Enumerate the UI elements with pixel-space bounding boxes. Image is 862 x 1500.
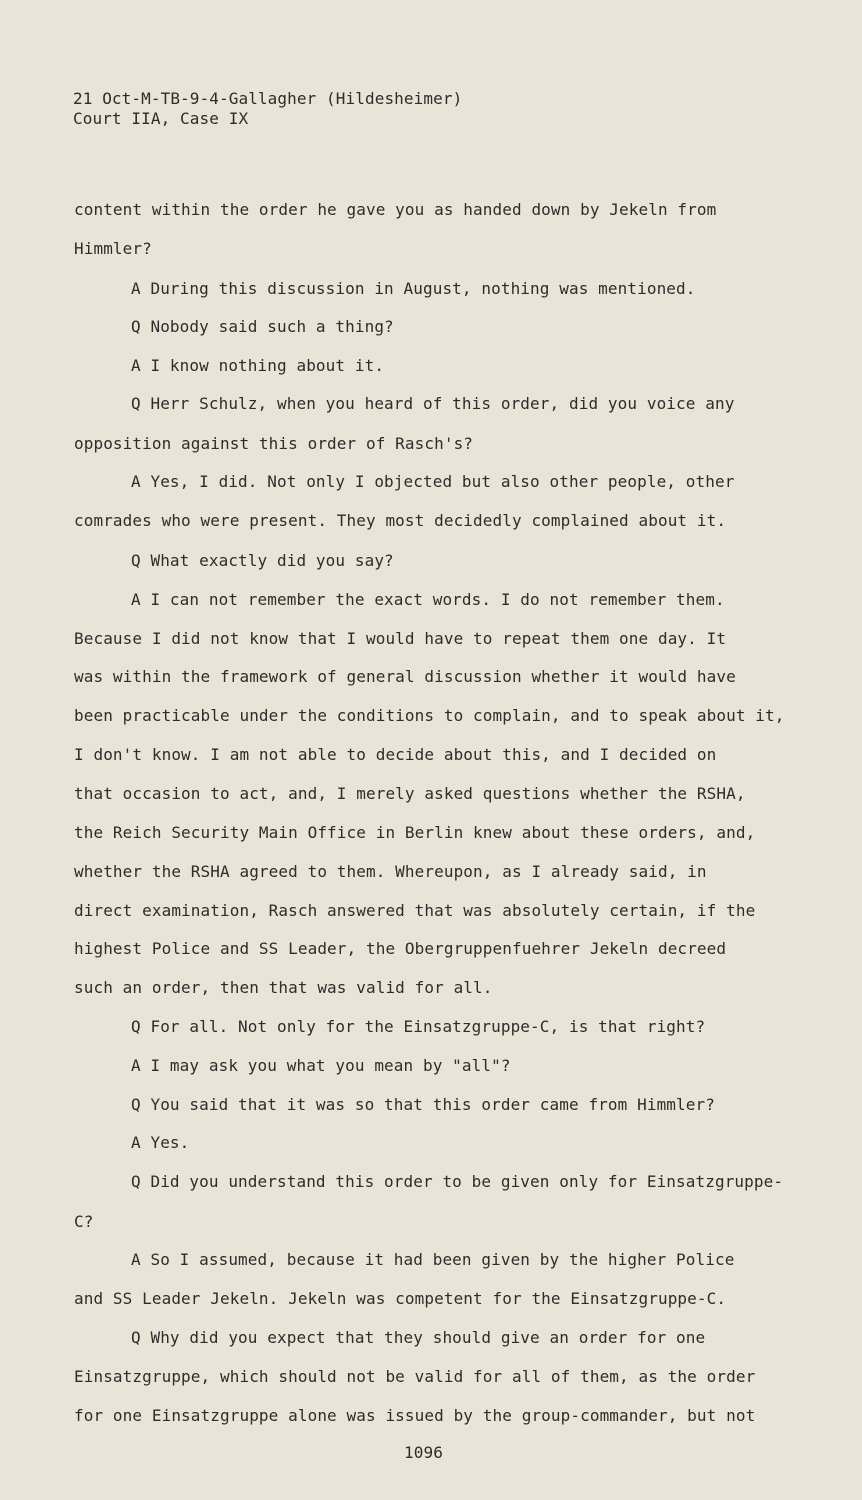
transcript-line: A Yes. [131, 1133, 190, 1152]
transcript-line: direct examination, Rasch answered that was absolutely certain, if the [74, 901, 756, 920]
transcript-line: content within the order he gave you as handed down by Jekeln from [74, 200, 717, 219]
transcript-line: Q Why did you expect that they should give an order for one [131, 1328, 706, 1347]
header-line-2: Court IIA, Case IX [73, 109, 249, 128]
transcript-line: highest Police and SS Leader, the Obergruppenfuehrer Jekeln decreed [74, 939, 727, 958]
transcript-line: I don't know. I am not able to decide about this, and I decided on [74, 745, 717, 764]
transcript-line: Q Did you understand this order to be given only for Einsatzgruppe- [131, 1172, 784, 1191]
transcript-line: A Yes, I did. Not only I objected but also other people, other [131, 472, 735, 491]
transcript-line: was within the framework of general discussion whether it would have [74, 667, 736, 686]
transcript-line: A I can not remember the exact words. I do not remember them. [131, 590, 725, 609]
transcript-line: C? [74, 1212, 94, 1231]
transcript-line: Einsatzgruppe, which should not be valid for all of them, as the order [74, 1367, 756, 1386]
transcript-line: and SS Leader Jekeln. Jekeln was competent for the Einsatzgruppe-C. [74, 1289, 727, 1308]
transcript-line: opposition against this order of Rasch's? [74, 434, 474, 453]
transcript-line: whether the RSHA agreed to them. Whereupon, as I already said, in [74, 862, 707, 881]
transcript-line: A So I assumed, because it had been given by the higher Police [131, 1250, 735, 1269]
transcript-line: Q You said that it was so that this order came from Himmler? [131, 1095, 715, 1114]
header-line-1: 21 Oct-M-TB-9-4-Gallagher (Hildesheimer) [73, 89, 463, 108]
transcript-line: Q Nobody said such a thing? [131, 317, 394, 336]
transcript-line: comrades who were present. They most decidedly complained about it. [74, 511, 727, 530]
transcript-line: for one Einsatzgruppe alone was issued by the group-commander, but not [74, 1406, 756, 1425]
transcript-line: Q What exactly did you say? [131, 551, 394, 570]
transcript-line: Q Herr Schulz, when you heard of this order, did you voice any [131, 394, 735, 413]
transcript-line: A I may ask you what you mean by "all"? [131, 1056, 511, 1075]
transcript-line: the Reich Security Main Office in Berlin knew about these orders, and, [74, 823, 756, 842]
transcript-line: A During this discussion in August, nothing was mentioned. [131, 279, 696, 298]
transcript-line: been practicable under the conditions to complain, and to speak about it, [74, 706, 785, 725]
transcript-line: such an order, then that was valid for all. [74, 978, 493, 997]
transcript-line: Himmler? [74, 239, 152, 258]
transcript-line: A I know nothing about it. [131, 356, 385, 375]
page-number: 1096 [404, 1443, 443, 1462]
transcript-line: that occasion to act, and, I merely asked questions whether the RSHA, [74, 784, 746, 803]
transcript-line: Because I did not know that I would have to repeat them one day. It [74, 629, 727, 648]
transcript-line: Q For all. Not only for the Einsatzgruppe-C, is that right? [131, 1017, 706, 1036]
